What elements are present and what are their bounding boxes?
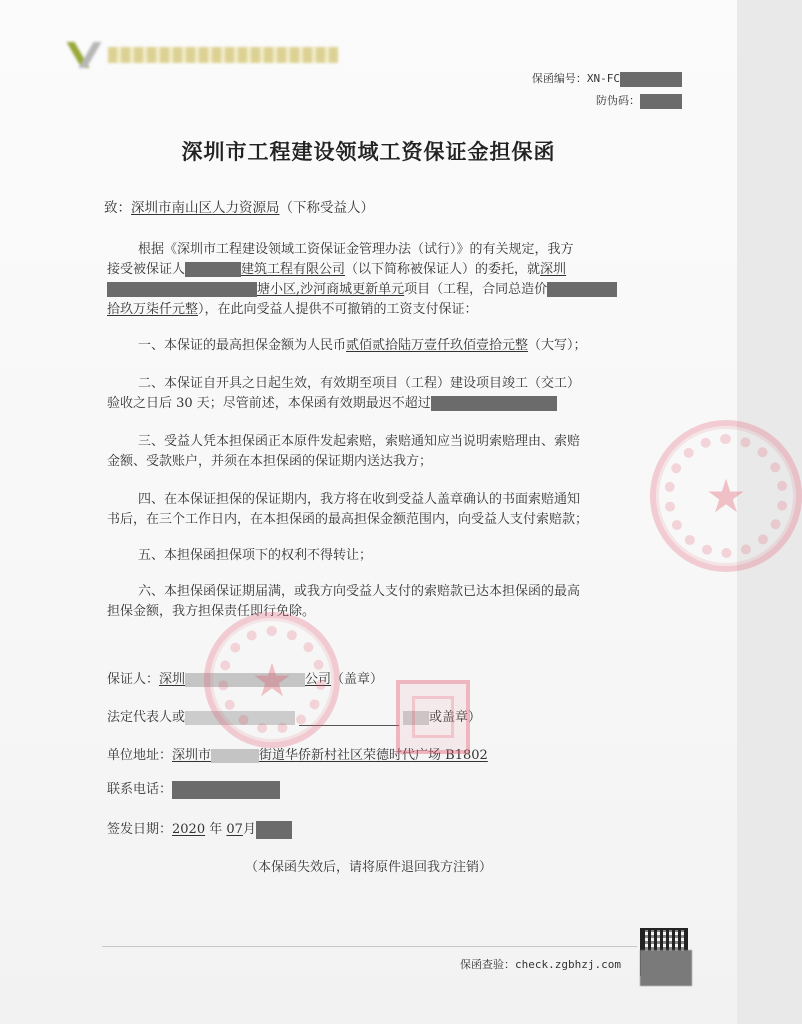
company-seal-stamp [204, 612, 340, 748]
document-title: 深圳市工程建设领域工资保证金担保函 [181, 139, 556, 164]
redaction-block [640, 94, 682, 109]
phone-line [107, 778, 280, 799]
logo-mark-icon [68, 42, 102, 68]
phone-label: 联系电话： [107, 782, 173, 797]
legal-rep-seal [396, 680, 470, 754]
item-2-line2 [107, 392, 557, 411]
item-2-text: 验收之日后 30 天；尽管前述，本保函有效期最迟不超过 [107, 396, 431, 411]
redaction-block [185, 262, 241, 277]
issue-date-line [107, 818, 292, 839]
guarantor-seal-note: （盖章） [331, 672, 384, 687]
redaction-block [620, 72, 682, 87]
item-4-line1: 四、在本保证担保的保证期内，我方将在收到受益人盖章确认的书面索赔通知 [138, 492, 581, 507]
redaction-block [547, 282, 617, 297]
seal-star-icon: ★ [705, 469, 747, 523]
redaction-block [107, 282, 257, 297]
contract-amount: 拾玖万柒仟元整 [107, 302, 199, 317]
p1-line3 [107, 278, 617, 297]
guarantee-number-prefix: XN-FC [586, 72, 620, 85]
p1-text: ），在此向受益人提供不可撤销的工资支付保证： [198, 302, 478, 317]
edge-seal-stamp [650, 420, 802, 572]
company-logo [68, 42, 338, 68]
guarantee-number [532, 70, 682, 87]
item-3-line2: 金额、受款账户，并须在本担保函的保证期内送达我方； [107, 454, 433, 469]
redaction-block [256, 821, 292, 839]
beneficiary-name: 深圳市南山区人力资源局 [131, 200, 280, 216]
max-guarantee-amount: 贰佰贰拾陆万壹仟玖佰壹拾元整 [346, 338, 529, 353]
date-month-unit: 月 [242, 822, 256, 837]
item-4-line2: 书后，在三个工作日内，在本担保函的最高担保金额范围内，向受益人支付索赔款； [107, 512, 589, 527]
p1-line4 [107, 298, 478, 317]
anti-fake-code [596, 92, 682, 109]
to-label: 致： [104, 200, 131, 216]
guarantor-label: 保证人： [107, 672, 160, 687]
seal-star-icon: ★ [251, 653, 293, 707]
guarantor-name-suffix: 公司 [305, 672, 332, 687]
date-month: 07 [226, 822, 243, 837]
address-text: 深圳市 [172, 748, 212, 763]
item-2-line1: 二、本保证自开具之日起生效，有效期至项目（工程）建设项目竣工（交工） [138, 376, 581, 391]
verify-url: check.zgbhzj.com [515, 958, 621, 971]
p1-text: 接受被保证人 [107, 262, 186, 277]
address-text-rest: 街道华侨新村社区荣德时代广场 B1802 [259, 748, 488, 763]
addressee-line [104, 196, 374, 216]
guarantee-number-label: 保函编号： [531, 72, 587, 85]
item-1-text: 一、本保证的最高担保金额为人民币 [138, 338, 347, 353]
date-label: 签发日期： [107, 822, 173, 837]
anti-fake-label: 防伪码： [596, 94, 640, 107]
legal-rep-label: 法定代表人或 [107, 710, 186, 725]
redaction-block [640, 950, 692, 986]
guarantor-name: 深圳 [159, 672, 186, 687]
item-5: 五、本担保函担保项下的权利不得转让； [138, 548, 373, 563]
redaction-block [431, 396, 557, 411]
return-note: （本保函失效后，请将原件退回我方注销） [244, 860, 492, 875]
date-year-unit: 年 [209, 822, 223, 837]
p1-text: （以下简称被保证人）的委托，就 [345, 262, 541, 277]
p1-text: 项目（工程，合同总造价 [404, 282, 548, 297]
p1-line2 [107, 258, 566, 277]
principal-company: 建筑工程有限公司 [241, 262, 346, 277]
project-location: 深圳 [540, 262, 567, 277]
verify-label: 保函查验： [460, 958, 515, 971]
project-name: 塘小区,沙河商城更新单元 [257, 282, 405, 297]
verify-line [460, 956, 621, 972]
item-1 [138, 334, 587, 353]
redaction-block [211, 749, 259, 763]
footer-divider [102, 946, 637, 947]
logo-text-blurred [108, 47, 338, 63]
item-3-line1: 三、受益人凭本担保函正本原件发起索赔，索赔通知应当说明索赔理由、索赔 [138, 434, 581, 449]
item-6-line2: 担保金额，我方担保责任即行免除。 [107, 604, 316, 619]
address-label: 单位地址： [107, 748, 173, 763]
redaction-block [172, 781, 280, 799]
date-year: 2020 [172, 822, 206, 837]
beneficiary-suffix: （下称受益人） [279, 200, 374, 216]
item-6-line1: 六、本担保函保证期届满，或我方向受益人支付的索赔款已达本担保函的最高 [138, 584, 581, 599]
item-1-suffix: （大写）； [528, 338, 587, 353]
p1-line1: 根据《深圳市工程建设领域工资保证金管理办法（试行）》的有关规定，我方 [138, 242, 574, 257]
legal-rep-seal-note: 或盖章） [429, 710, 482, 725]
